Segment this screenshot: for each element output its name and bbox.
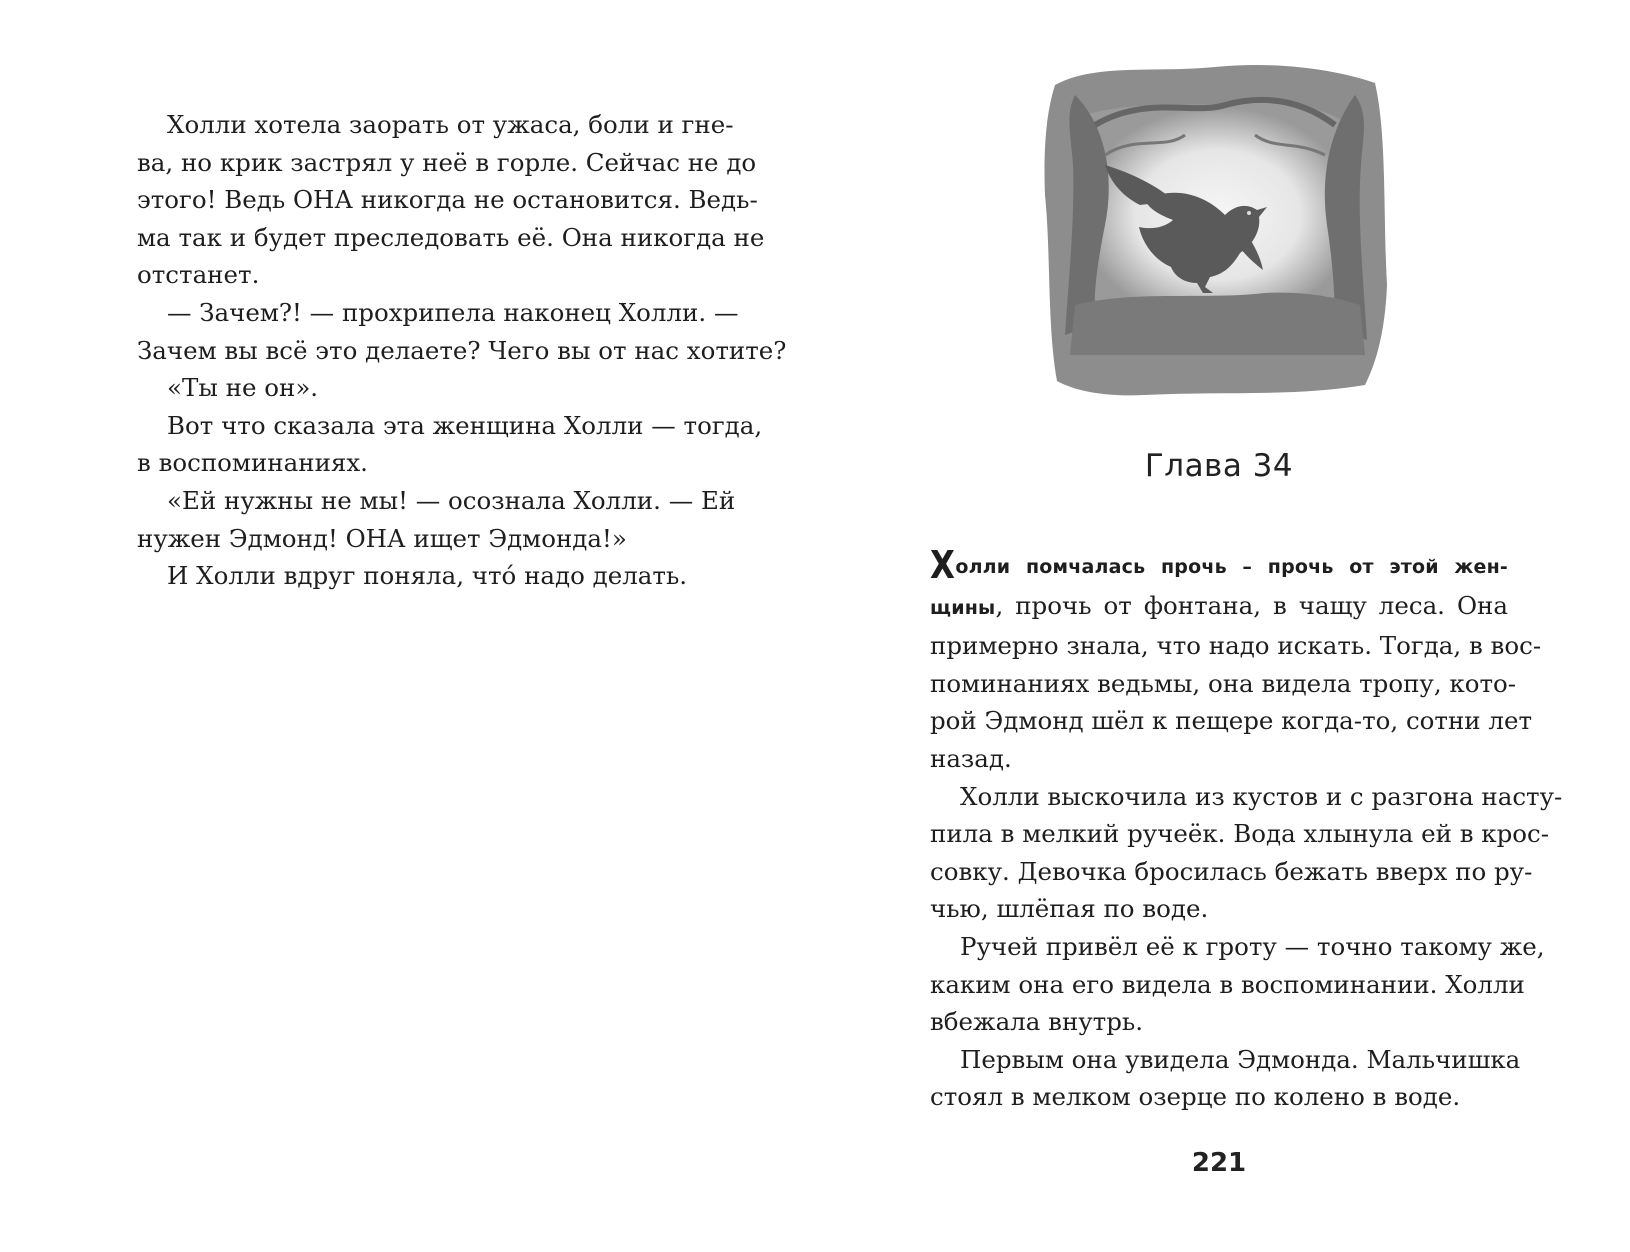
text-line: совку. Девочка бросилась бежать вверх по ру- xyxy=(930,856,1533,886)
text-line: Ручей привёл её к гроту — точно такому же, xyxy=(960,931,1545,961)
text-line: стоял в мелком озерце по колено в воде. xyxy=(930,1082,1461,1112)
text-line: рой Эдмонд шёл к пещере когда-то, сотни лет xyxy=(930,706,1533,736)
text-line: ва, но крик застрял у неё в горле. Сейчас не до xyxy=(137,147,757,177)
text-line: нужен Эдмонд! ОНА ищет Эдмонда!» xyxy=(137,523,627,553)
text-line: чью, шлёпая по воде. xyxy=(930,894,1209,924)
opening-line xyxy=(930,543,1508,587)
text-line: в воспоминаниях. xyxy=(137,448,368,478)
text-line: каким она его видела в воспоминании. Холли xyxy=(930,969,1525,999)
lead-smallcaps: олли помчалась прочь – прочь от этой жен- xyxy=(955,556,1508,578)
text-line: поминаниях ведьмы, она видела тропу, кото- xyxy=(930,668,1517,698)
lead-smallcaps-end: щины xyxy=(930,596,996,619)
text-line: Вот что сказала эта женщина Холли — тогда, xyxy=(167,410,763,440)
text-line: Первым она увидела Эдмонда. Мальчишка xyxy=(960,1044,1521,1074)
text-line: Холли выскочила из кустов и с разгона насту- xyxy=(960,781,1563,811)
text-line: примерно знала, что надо искать. Тогда, в вос- xyxy=(930,631,1542,661)
text-line: И Холли вдруг поняла, что́ надо делать. xyxy=(167,561,688,591)
drop-letter: Х xyxy=(930,543,955,587)
raven-illustration xyxy=(1035,55,1395,403)
left-page-text xyxy=(137,106,787,595)
text-line: Холли хотела заорать от ужаса, боли и гне- xyxy=(167,110,734,139)
text-line: пила в мелкий ручеёк. Вода хлынула ей в крос- xyxy=(930,819,1550,849)
text-line: этого! Ведь ОНА никогда не остановится. Ведь- xyxy=(137,185,758,215)
text-line xyxy=(930,587,1508,628)
text-line: — Зачем?! — прохрипела наконец Холли. — xyxy=(167,297,739,327)
chapter-title: Глава 34 xyxy=(1144,448,1294,484)
text-line: Зачем вы всё это делаете? Чего вы от нас хотите? xyxy=(137,335,787,365)
text-line: «Ты не он». xyxy=(167,373,319,403)
text-line: вбежала внутрь. xyxy=(930,1007,1144,1037)
page-number: 221 xyxy=(1191,1148,1247,1178)
text-line: отстанет. xyxy=(137,260,260,290)
right-page-text xyxy=(930,543,1563,1116)
text-line: ма так и будет преследовать её. Она никогда не xyxy=(137,222,765,252)
right-page xyxy=(815,0,1630,1252)
text-line: «Ей нужны не мы! — осознала Холли. — Ей xyxy=(167,485,736,515)
line-continuation: , прочь от фонтана, в чащу леса. Она xyxy=(995,590,1508,620)
text-line: назад. xyxy=(930,743,1012,773)
